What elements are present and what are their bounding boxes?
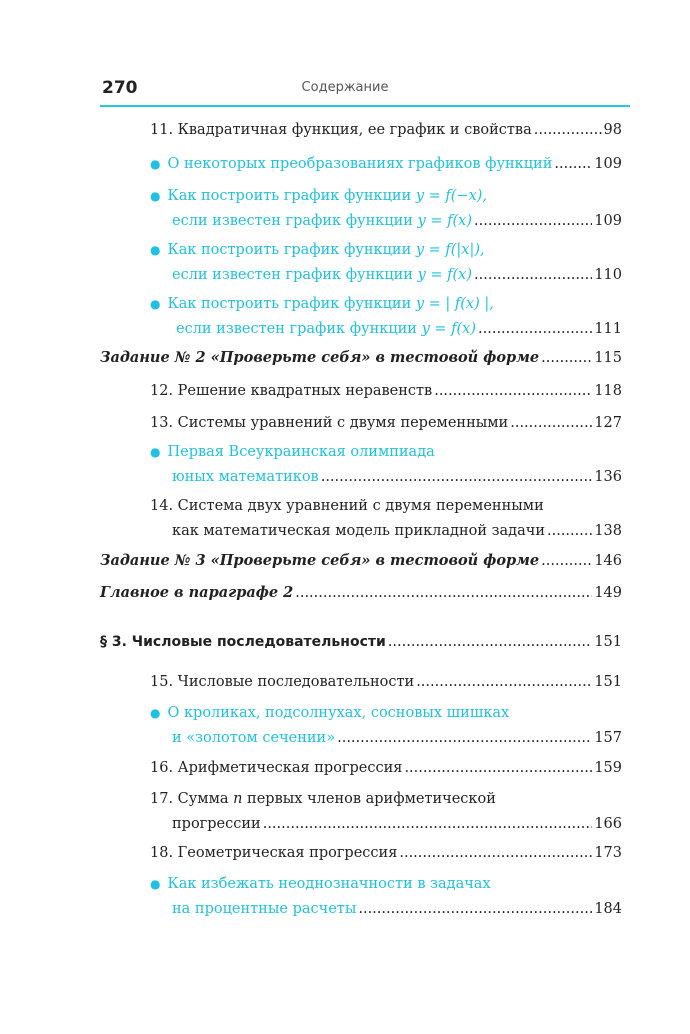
dot-leader (358, 897, 592, 922)
toc-page-number: 109 (594, 213, 622, 229)
toc-page-number: 157 (594, 730, 622, 746)
toc-entry-17[interactable] (150, 787, 622, 837)
toc-entry-title: Главное в параграфе 2 (100, 584, 294, 601)
toc-entry-summary-2[interactable] (100, 580, 622, 606)
dot-leader (474, 263, 592, 288)
header-rule (100, 105, 630, 107)
toc-entry-title: О некоторых преобразованиях графиков функций (167, 156, 553, 172)
toc-page-number: 184 (594, 901, 622, 917)
toc-page-number: 159 (594, 760, 622, 776)
toc-page-number: 118 (594, 383, 622, 399)
toc-section-3[interactable] (100, 630, 622, 655)
toc-page-number: 151 (594, 634, 622, 650)
toc-entry-graph-f-abs-x[interactable] (150, 238, 622, 288)
dot-leader (510, 411, 592, 436)
toc-entry-line1: Как избежать неоднозначности в задачах (167, 876, 491, 892)
toc-entry-line2: прогрессии (172, 816, 261, 832)
toc-entry-13[interactable] (150, 411, 622, 436)
dot-leader (321, 465, 593, 490)
toc-entry-title: 11. Квадратичная функция, ее график и свойства (150, 122, 532, 138)
toc-entry-olympiad[interactable] (150, 440, 622, 490)
toc-page-number: 109 (594, 156, 622, 172)
toc-entry-line2: юных математиков (172, 469, 319, 485)
toc-entry-line1: 17. Сумма n первых членов арифметической (150, 791, 496, 807)
toc-entry-line2: и «золотом сечении» (172, 730, 336, 746)
toc-entry-line1: Как построить график функции y = f(−x), (167, 188, 488, 204)
toc-entry-line1: Как построить график функции y = | f(x) |, (167, 296, 494, 312)
bullet-icon: ● (150, 877, 161, 891)
toc-entry-line2: как математическая модель прикладной задачи (172, 523, 545, 539)
toc-page-number: 166 (594, 816, 622, 832)
toc-entry-title: 18. Геометрическая прогрессия (150, 845, 398, 861)
toc-page-number: 98 (603, 122, 622, 138)
bullet-icon: ● (150, 445, 161, 459)
toc-entry-title: 16. Арифметическая прогрессия (150, 760, 403, 776)
toc-entry-title: 15. Числовые последовательности (150, 674, 415, 690)
toc-page-number: 149 (594, 585, 622, 601)
dot-leader (295, 581, 592, 606)
toc-entry-line1: 14. Система двух уравнений с двумя переменными (150, 498, 544, 514)
toc-entry-16[interactable] (150, 756, 622, 781)
dot-leader (547, 519, 592, 544)
bullet-icon: ● (150, 243, 161, 257)
dot-leader (404, 756, 592, 781)
toc-entry-title: Задание № 3 «Проверьте себя» в тестовой форме (100, 552, 540, 569)
toc-entry-18[interactable] (150, 841, 622, 866)
toc-entry-line2: если известен график функции y = f(x) (176, 321, 477, 337)
bullet-icon: ● (150, 297, 161, 311)
dot-leader (434, 379, 592, 404)
dot-leader (541, 549, 592, 574)
running-head: Содержание (301, 80, 389, 95)
toc-page-number: 138 (594, 523, 622, 539)
toc-entry-graph-f-minus-x[interactable] (150, 184, 622, 234)
dot-leader (388, 630, 593, 655)
toc-entry-line2: если известен график функции y = f(x) (172, 213, 473, 229)
dot-leader (337, 726, 592, 751)
toc-entry-golden-ratio[interactable] (150, 701, 622, 751)
toc-entry-line2: если известен график функции y = f(x) (172, 267, 473, 283)
dot-leader (474, 209, 592, 234)
bullet-icon: ● (150, 189, 161, 203)
toc-page-number: 146 (594, 553, 622, 569)
dot-leader (399, 841, 592, 866)
toc-page-number: 115 (594, 350, 622, 366)
toc-entry-title: 13. Системы уравнений с двумя переменными (150, 415, 509, 431)
dot-leader (554, 152, 592, 177)
toc-entry-line1: Как построить график функции y = f(|x|), (167, 242, 485, 258)
toc-page-number: 151 (594, 674, 622, 690)
dot-leader (263, 812, 593, 837)
toc-entry-title: 12. Решение квадратных неравенств (150, 383, 433, 399)
dot-leader (541, 346, 592, 371)
toc-entry-task-2[interactable] (100, 345, 622, 371)
toc-entry-title: Задание № 2 «Проверьте себя» в тестовой форме (100, 349, 540, 366)
toc-entry-14[interactable] (150, 494, 622, 544)
toc-section-title: § 3. Числовые последовательности (100, 634, 386, 650)
toc-page-number: 127 (594, 415, 622, 431)
toc-entry-graph-transforms[interactable] (150, 152, 622, 177)
toc-page-number: 110 (594, 267, 622, 283)
bullet-icon: ● (150, 157, 161, 171)
bullet-icon: ● (150, 706, 161, 720)
toc-entry-task-3[interactable] (100, 548, 622, 574)
toc-entry-graph-abs-f-x[interactable] (150, 292, 622, 342)
toc-entry-line1: Первая Всеукраинская олимпиада (167, 444, 435, 460)
toc-entry-line1: О кроликах, подсолнухах, сосновых шишках (167, 705, 510, 721)
toc-entry-percent-problems[interactable] (150, 872, 622, 922)
dot-leader (534, 118, 602, 143)
toc-page-number: 173 (594, 845, 622, 861)
toc-page-number: 111 (594, 321, 622, 337)
page-number: 270 (102, 78, 138, 98)
toc-entry-15[interactable] (150, 670, 622, 695)
toc-page-number: 136 (594, 469, 622, 485)
dot-leader (478, 317, 592, 342)
toc-entry-12[interactable] (150, 379, 622, 404)
toc-entry-line2: на процентные расчеты (172, 901, 357, 917)
toc-entry-11[interactable] (150, 118, 622, 143)
dot-leader (416, 670, 592, 695)
